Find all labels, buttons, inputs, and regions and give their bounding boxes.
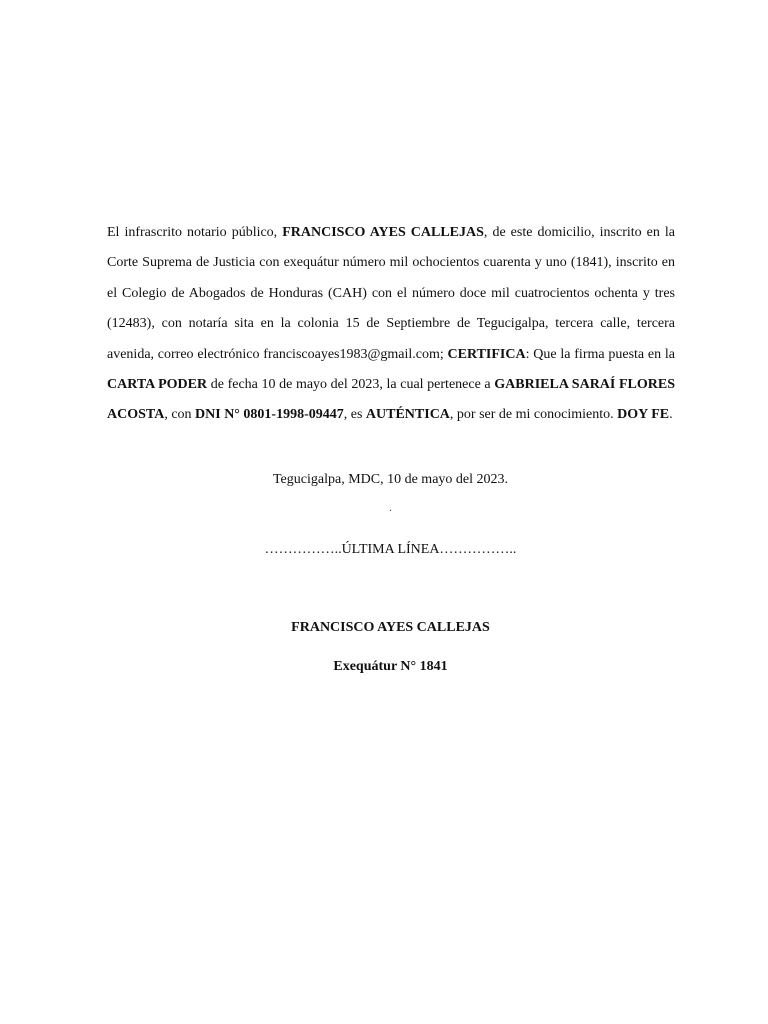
certificate-paragraph (107, 218, 675, 431)
certifica-keyword: CERTIFICA (447, 346, 526, 362)
exequatur-number: Exequátur N° 1841 (333, 659, 448, 674)
carta-poder-keyword: CARTA PODER (107, 377, 208, 393)
text-segment: , con (164, 407, 196, 423)
text-segment: : Que la firma puesta en la (525, 346, 675, 362)
text-segment: , de este domicilio, inscrito en la Corte Suprema de Justicia con exequátur número mil ochocientos cuarenta y uno (1841), inscrito en el Colegio de Abogados de Honduras (CAH) con el número doce mil cuatrocientos ochenta y tres (12483), con notaría sita en la colonia 15 de Septiembre de Tegucigalpa, tercera calle, tercera avenida, correo electrónico franciscoayes1983@gmail.com; (107, 225, 676, 362)
text-segment: , es (343, 407, 366, 423)
doy-fe-keyword: DOY FE (617, 407, 670, 423)
autentica-keyword: AUTÉNTICA (365, 407, 450, 423)
principal-name: GABRIELA SARAÍ FLORES ACOSTA (107, 377, 675, 423)
signer-name: FRANCISCO AYES CALLEJAS (291, 620, 490, 635)
dni-number: DNI N° 0801-1998-09447 (195, 407, 344, 423)
text-segment: de fecha 10 de mayo del 2023, la cual pertenece a (207, 377, 495, 393)
notary-name: FRANCISCO AYES CALLEJAS (282, 225, 484, 240)
dot-mark: . (389, 502, 392, 514)
text-segment: El infrascrito notario público, (107, 225, 283, 240)
text-segment: . (669, 407, 673, 423)
place-date: Tegucigalpa, MDC, 10 de mayo del 2023. (272, 472, 509, 487)
ultima-linea: ……………..ÚLTIMA LÍNEA…………….. (264, 542, 517, 557)
text-segment: , por ser de mi conocimiento. (449, 407, 618, 423)
